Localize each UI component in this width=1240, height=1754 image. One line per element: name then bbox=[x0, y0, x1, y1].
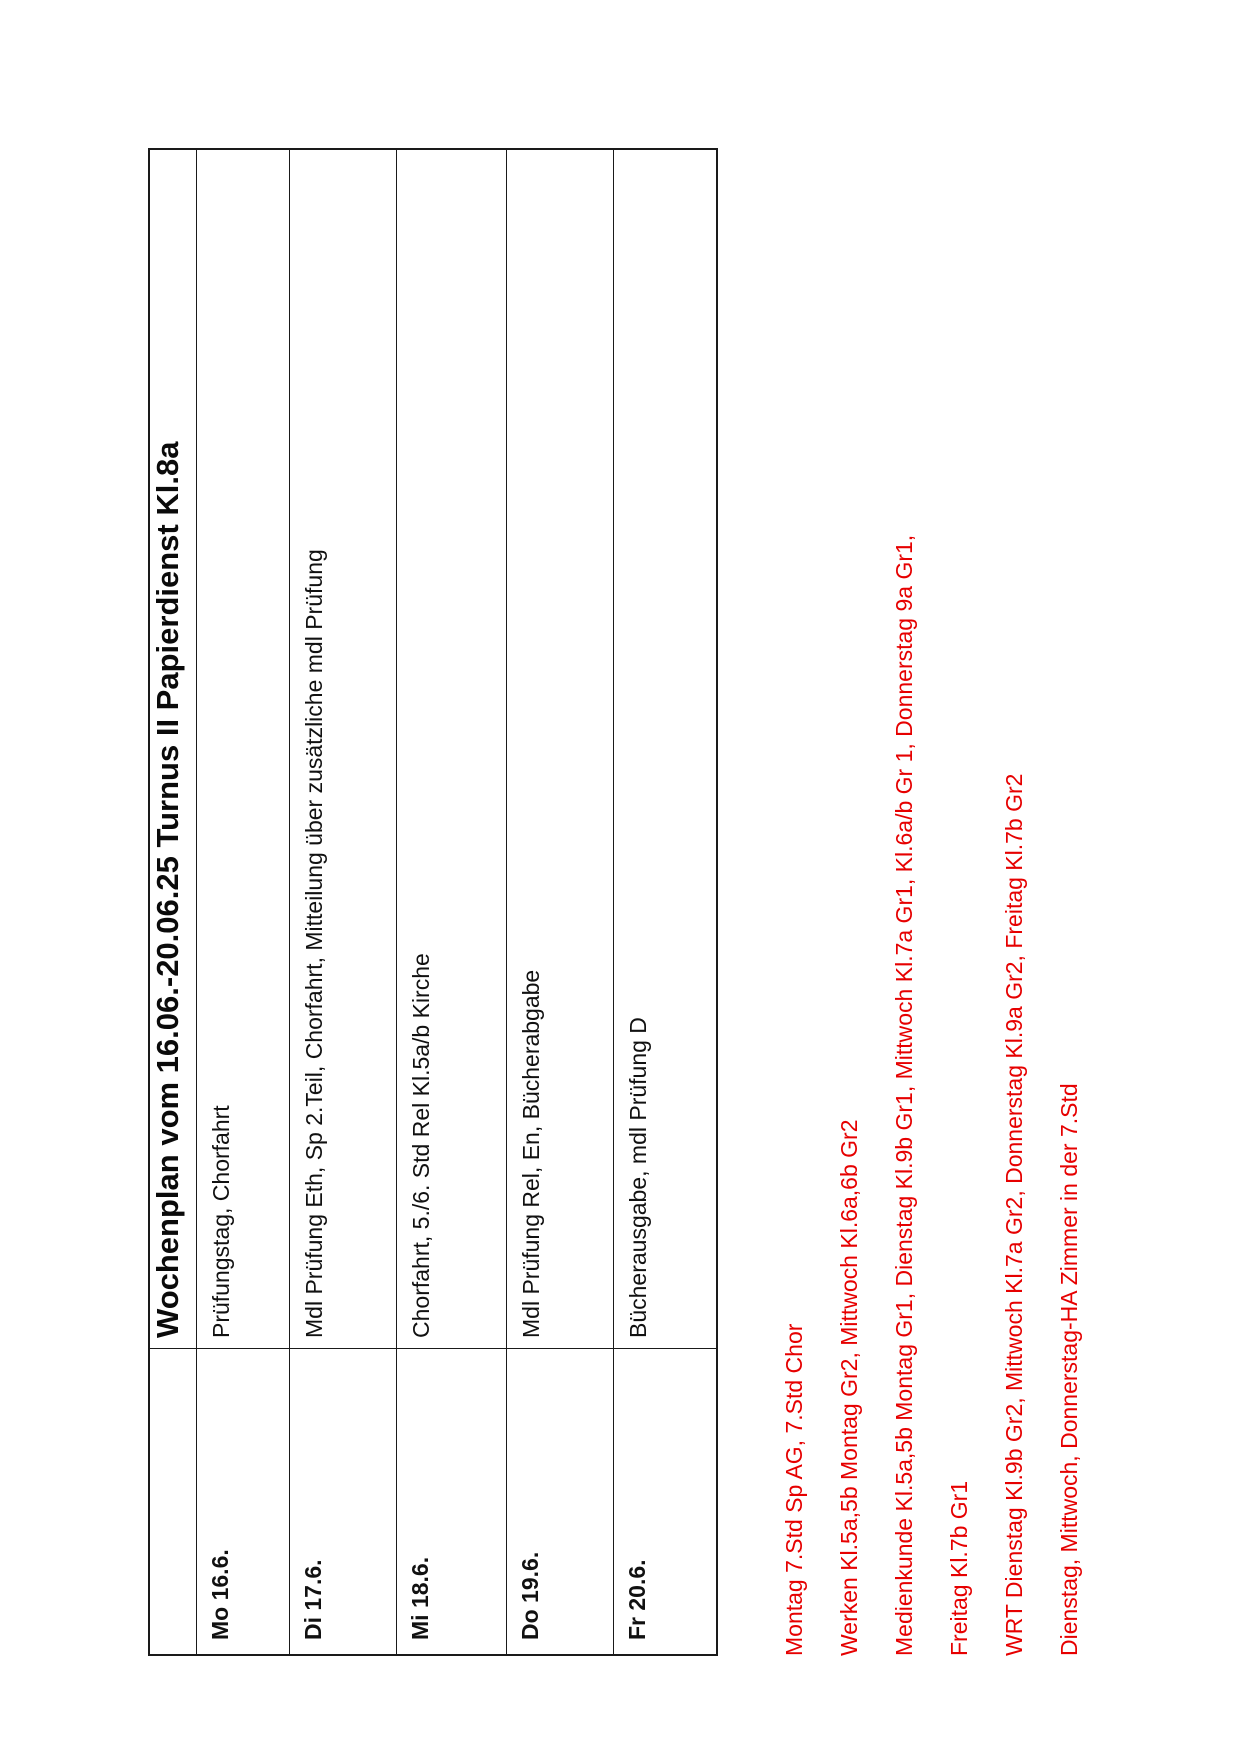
day-entry: Chorfahrt, 5./6. Std Rel Kl.5a/b Kirche bbox=[408, 953, 434, 1338]
day-label: Mi 18.6. bbox=[407, 1556, 433, 1640]
day-label: Fr 20.6. bbox=[624, 1559, 650, 1640]
note-line: WRT Dienstag Kl.9b Gr2, Mittwoch Kl.7a Gr2, Donnerstag Kl.9a Gr2, Freitag Kl.7b Gr2 bbox=[1001, 773, 1027, 1656]
day-label: Di 17.6. bbox=[300, 1559, 326, 1640]
table-row bbox=[290, 150, 397, 1654]
day-entry: Prüfungstag, Chorfahrt bbox=[208, 1105, 234, 1338]
table-row bbox=[197, 150, 290, 1654]
day-entry: Bücherausgabe, mdl Prüfung D bbox=[625, 1017, 651, 1338]
table-row bbox=[614, 150, 718, 1654]
note-line: Freitag Kl.7b Gr1 bbox=[946, 1480, 972, 1656]
schedule-table bbox=[148, 148, 718, 1656]
table-title: Wochenplan vom 16.06.-20.06.25 Turnus II Papierdienst Kl.8a bbox=[150, 441, 185, 1338]
day-label: Mo 16.6. bbox=[207, 1549, 233, 1640]
note-line: Dienstag, Mittwoch, Donnerstag-HA Zimmer in der 7.Std bbox=[1056, 1083, 1082, 1656]
notes-section bbox=[780, 96, 1110, 1656]
table-row bbox=[507, 150, 614, 1654]
note-line: Werken Kl.5a,5b Montag Gr2, Mittwoch Kl.6a,6b Gr2 bbox=[836, 1119, 862, 1656]
note-line: Medienkunde Kl.5a,5b Montag Gr1, Dienstag Kl.9b Gr1, Mittwoch Kl.7a Gr1, Kl.6a/b Gr 1, Donnerstag 9a Gr1, bbox=[891, 534, 917, 1656]
day-entry: Mdl Prüfung Eth, Sp 2.Teil, Chorfahrt, Mitteilung über zusätzliche mdl Prüfung bbox=[301, 549, 327, 1338]
note-line: Montag 7.Std Sp AG, 7.Std Chor bbox=[781, 1323, 807, 1656]
table-header-row bbox=[150, 150, 197, 1654]
column-divider bbox=[150, 1348, 196, 1349]
day-label: Do 19.6. bbox=[517, 1551, 543, 1640]
table-row bbox=[397, 150, 507, 1654]
day-entry: Mdl Prüfung Rel, En, Bücherabgabe bbox=[518, 969, 544, 1338]
